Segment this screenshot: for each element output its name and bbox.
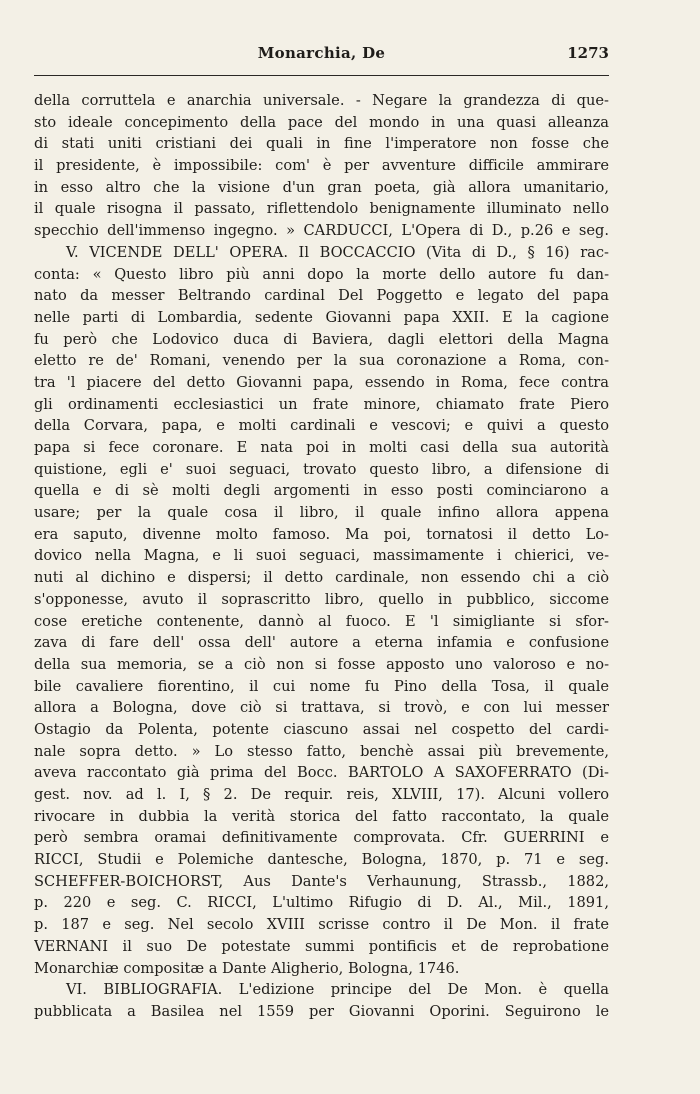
text-line: quella e di sè molti degli argomenti in esso posti cominciarono a — [34, 482, 609, 500]
text-line: VERNANI il suo De potestate summi pontificis et de reprobatione — [34, 937, 609, 955]
text-line: nato da messer Beltrando cardinal Del Poggetto e legato del papa — [34, 287, 609, 305]
text-line: gest. nov. ad l. I, § 2. De requir. reis, XLVIII, 17). Alcuni vollero — [34, 786, 609, 803]
text-line: bile cavaliere fiorentino, il cui nome fu Pino della Tosa, il quale — [34, 677, 609, 695]
running-title: Monarchia, De — [257, 44, 386, 62]
text-line: SCHEFFER-BOICHORST, Aus Dante's Verhaunung, Strassb., 1882, — [34, 872, 609, 890]
text-line: allora a Bologna, dove ciò si trattava, si trovò, e con lui messer — [34, 699, 609, 717]
text-line: fu però che Lodovico duca di Baviera, dagli elettori della Magna — [34, 330, 609, 348]
text-line: p. 220 e seg. C. RICCI, L'ultimo Rifugio di D. Al., Mil., 1891, — [34, 894, 609, 912]
text-line: nale sopra detto. » Lo stesso fatto, benchè assai più brevemente, — [34, 742, 609, 760]
text-line: usare; per la quale cosa il libro, il quale infino allora appena — [34, 504, 609, 522]
text-line: nuti al dichino e dispersi; il detto cardinale, non essendo chi a ciò — [34, 569, 609, 587]
text-line: sto ideale concepimento della pace del mondo in una quasi alleanza — [34, 113, 609, 131]
running-header — [34, 44, 609, 68]
section-start-line: V. VICENDE DELL' OPERA. Il BOCCACCIO (Vita di D., § 16) rac- — [66, 243, 609, 261]
text-line: nelle parti di Lombardia, sedente Giovanni papa XXII. E la cagione — [34, 308, 609, 326]
text-line: della corruttela e anarchia universale. - Negare la grandezza di que- — [34, 92, 609, 109]
text-line: aveva raccontato già prima del Bocc. BARTOLO A SAXOFERRATO (Di- — [34, 764, 609, 782]
text-line: di stati uniti cristiani dei quali in fine l'imperatore non fosse che — [34, 135, 609, 153]
text-line: papa si fece coronare. E nata poi in molti casi della sua autorità — [34, 439, 609, 456]
text-line: della sua memoria, se a ciò non si fosse apposto uno valoroso e no- — [34, 655, 609, 673]
text-line: cose eretiche contenente, dannò al fuoco. E 'l simigliante si sfor- — [34, 612, 609, 630]
header-rule — [34, 75, 609, 76]
text-line: il quale risogna il passato, riflettendolo benignamente illuminato nello — [34, 200, 609, 218]
body-text — [34, 90, 609, 1023]
text-line: tra 'l piacere del detto Giovanni papa, essendo in Roma, fece contra — [34, 373, 609, 391]
text-line: zava di fare dell' ossa dell' autore a eterna infamia e confusione — [34, 634, 609, 652]
page-number: 1273 — [567, 44, 609, 62]
text-line: però sembra oramai definitivamente comprovata. Cfr. GUERRINI e — [34, 829, 609, 847]
text-line: Monarchiæ compositæ a Dante Aligherio, Bologna, 1746. — [34, 959, 460, 977]
text-line: Ostagio da Polenta, potente ciascuno assai nel cospetto del cardi- — [34, 720, 609, 738]
text-line: gli ordinamenti ecclesiastici un frate minore, chiamato frate Piero — [34, 395, 609, 413]
text-line: eletto re de' Romani, venendo per la sua coronazione a Roma, con- — [34, 352, 609, 370]
text-line: specchio dell'immenso ingegno. » CARDUCCI, L'Opera di D., p.26 e seg. — [34, 222, 609, 240]
text-line: il presidente, è impossibile: com' è per avventure difficile ammirare — [34, 157, 609, 175]
text-line: conta: « Questo libro più anni dopo la morte dello autore fu dan- — [34, 265, 609, 283]
text-line: p. 187 e seg. Nel secolo XVIII scrisse contro il De Mon. il frate — [34, 916, 609, 934]
section-start-line: VI. BIBLIOGRAFIA. L'edizione principe del De Mon. è quella — [66, 981, 609, 999]
text-line: dovico nella Magna, e li suoi seguaci, massimamente i chierici, ve- — [34, 547, 609, 565]
text-line: rivocare in dubbia la verità storica del fatto raccontato, la quale — [34, 807, 609, 825]
text-line: in esso altro che la visione d'un gran poeta, già allora umanitario, — [34, 178, 609, 196]
text-line: della Corvara, papa, e molti cardinali e vescovi; e quivi a questo — [34, 417, 609, 435]
text-line: s'opponesse, avuto il soprascritto libro, quello in pubblico, siccome — [34, 590, 609, 608]
text-line: quistione, egli e' suoi seguaci, trovato questo libro, a difensione di — [34, 460, 609, 478]
text-line: era saputo, divenne molto famoso. Ma poi, tornatosi il detto Lo- — [34, 525, 609, 543]
text-line: pubblicata a Basilea nel 1559 per Giovanni Oporini. Seguirono le — [34, 1002, 609, 1020]
text-line: RICCI, Studii e Polemiche dantesche, Bologna, 1870, p. 71 e seg. — [34, 851, 609, 869]
